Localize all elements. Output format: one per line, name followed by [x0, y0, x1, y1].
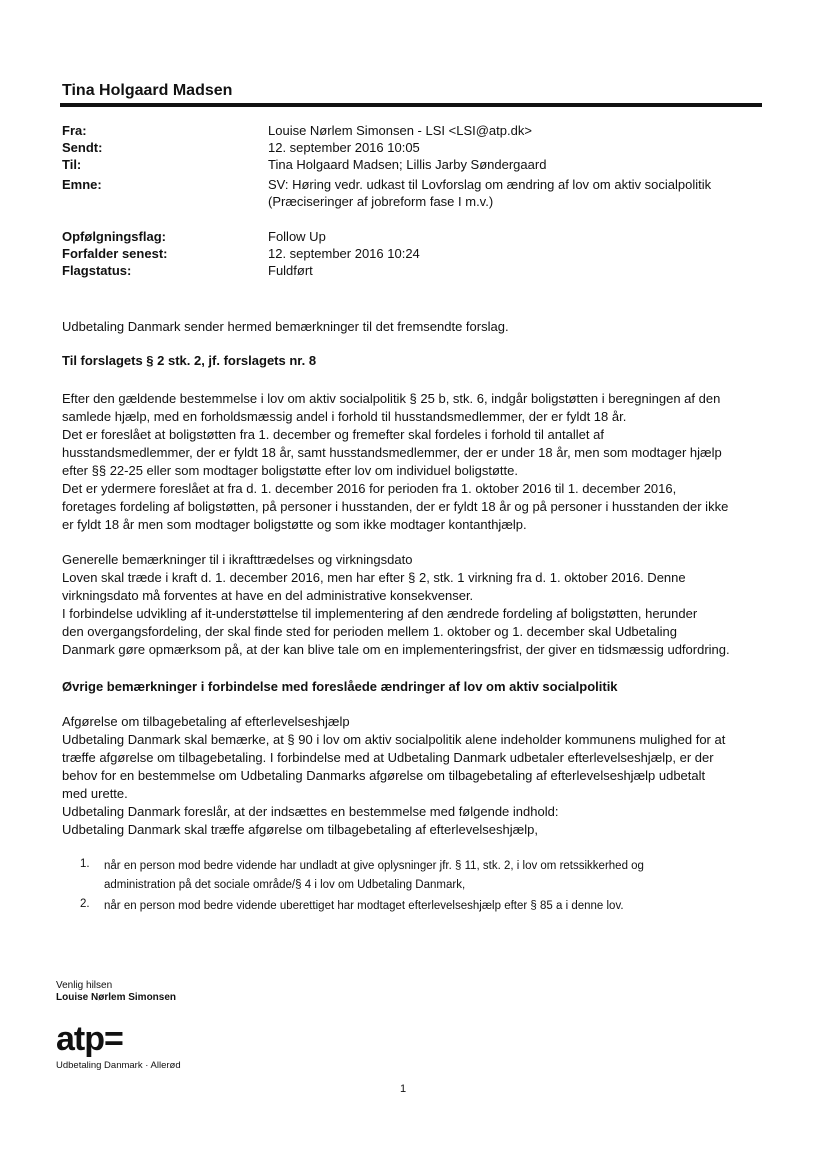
page-number: 1: [400, 1083, 407, 1095]
section1-title: Til forslagets § 2 stk. 2, jf. forslagets nr. 8: [62, 353, 317, 368]
recipient-name: Tina Holgaard Madsen: [62, 82, 233, 99]
intro-paragraph: Udbetaling Danmark sender hermed bemærkninger til det fremsendte forslag.: [62, 319, 509, 334]
section3-line: med urette.: [62, 786, 128, 801]
from-label: Fra:: [62, 123, 87, 138]
followup-flag-value: Follow Up: [268, 229, 326, 244]
sent-value: 12. september 2016 10:05: [268, 140, 420, 155]
section2-line: den overgangsfordeling, der skal finde sted for perioden mellem 1. oktober og 1. december skal Udbetaling: [62, 624, 677, 639]
section1-line: husstandsmedlemmer, der er fyldt 18 år, samt husstandsmedlemmer, der er under 18 år, men som modtager hjælp: [62, 445, 722, 460]
header-rule: [60, 103, 762, 107]
due-value: 12. september 2016 10:24: [268, 246, 420, 261]
section1-line: Det er foreslået at boligstøtten fra 1. december og fremefter skal fordeles i forhold til antallet af: [62, 427, 604, 442]
section2-line: I forbindelse udvikling af it-understøttelse til implementering af den ændrede fordeling af boligstøtten, herunder: [62, 606, 698, 621]
section2-line: Loven skal træde i kraft d. 1. december 2016, men har efter § 2, stk. 1 virkning fra d. 1. oktober 2016. Denne: [62, 570, 686, 585]
section1-line: Efter den gældende bestemmelse i lov om aktiv socialpolitik § 25 b, stk. 6, indgår boligstøtten i beregningen af den: [62, 391, 721, 406]
section2-line: Generelle bemærkninger til i ikrafttrædelses og virkningsdato: [62, 552, 413, 567]
atp-logo: atp=: [56, 1020, 123, 1058]
list-item-number: 2.: [80, 898, 90, 910]
section3-line: træffe afgørelse om tilbagebetaling. I forbindelse med at Udbetaling Danmark udbetaler efterlevelseshjælp, er der: [62, 750, 714, 765]
section3-title: Øvrige bemærkninger i forbindelse med foreslåede ændringer af lov om aktiv socialpolitik: [62, 679, 618, 694]
section3-line: Udbetaling Danmark skal træffe afgørelse om tilbagebetaling af efterlevelseshjælp,: [62, 822, 538, 837]
section3-line: behov for en bestemmelse om Udbetaling Danmarks afgørelse om tilbagebetaling af efterlevelseshjælp udbetalt: [62, 768, 706, 783]
logo-subtitle: Udbetaling Danmark · Allerød: [56, 1060, 181, 1071]
flag-status-value: Fuldført: [268, 263, 313, 278]
flag-status-label: Flagstatus:: [62, 263, 132, 278]
list-item-line: administration på det sociale område/§ 4 i lov om Udbetaling Danmark,: [104, 879, 466, 891]
list-item-number: 1.: [80, 858, 90, 870]
signature-greeting: Venlig hilsen: [56, 980, 113, 991]
section2-line: virkningsdato må forventes at have en del administrative konsekvenser.: [62, 588, 474, 603]
list-item-line: når en person mod bedre vidende uberettiget har modtaget efterlevelseshjælp efter § 85 a i denne lov.: [104, 900, 624, 912]
followup-flag-label: Opfølgningsflag:: [62, 229, 166, 244]
section1-line: er fyldt 18 år men som modtager boligstøtte og som ikke modtager kontanthjælp.: [62, 517, 527, 532]
sent-label: Sendt:: [62, 140, 103, 155]
section3-line: Afgørelse om tilbagebetaling af efterlevelseshjælp: [62, 714, 350, 729]
section2-line: Danmark gøre opmærksom på, at der kan blive tale om en implementeringsfrist, der giver en tidsmæssig udfordring.: [62, 642, 730, 657]
section3-line: Udbetaling Danmark foreslår, at der indsættes en bestemmelse med følgende indhold:: [62, 804, 559, 819]
signature-name: Louise Nørlem Simonsen: [56, 992, 177, 1003]
to-value: Tina Holgaard Madsen; Lillis Jarby Søndergaard: [268, 157, 547, 172]
subject-label: Emne:: [62, 177, 102, 192]
section1-line: foretages fordeling af boligstøtten, på personer i husstanden, der er fyldt 18 år og på personer i husstanden der ikke: [62, 499, 729, 514]
section1-line: efter §§ 22-25 eller som modtager boligstøtte efter lov om individuel boligstøtte.: [62, 463, 518, 478]
due-label: Forfalder senest:: [62, 246, 168, 261]
list-item-line: når en person mod bedre vidende har undladt at give oplysninger jfr. § 11, stk. 2, i lov om retssikkerhed og: [104, 860, 644, 872]
subject-value-line2: (Præciseringer af jobreform fase I m.v.): [268, 194, 494, 209]
section3-line: Udbetaling Danmark skal bemærke, at § 90 i lov om aktiv socialpolitik alene indeholder kommunens mulighed for at: [62, 732, 726, 747]
from-value: Louise Nørlem Simonsen - LSI <LSI@atp.dk>: [268, 123, 532, 138]
section1-line: Det er ydermere foreslået at fra d. 1. december 2016 for perioden fra 1. oktober 2016 til 1. december 2016,: [62, 481, 677, 496]
subject-value: SV: Høring vedr. udkast til Lovforslag om ændring af lov om aktiv socialpolitik: [268, 177, 712, 192]
to-label: Til:: [62, 157, 82, 172]
section1-line: samlede hjælp, med en forholdsmæssig andel i forhold til husstandsmedlemmer, der er fyldt 18 år.: [62, 409, 627, 424]
